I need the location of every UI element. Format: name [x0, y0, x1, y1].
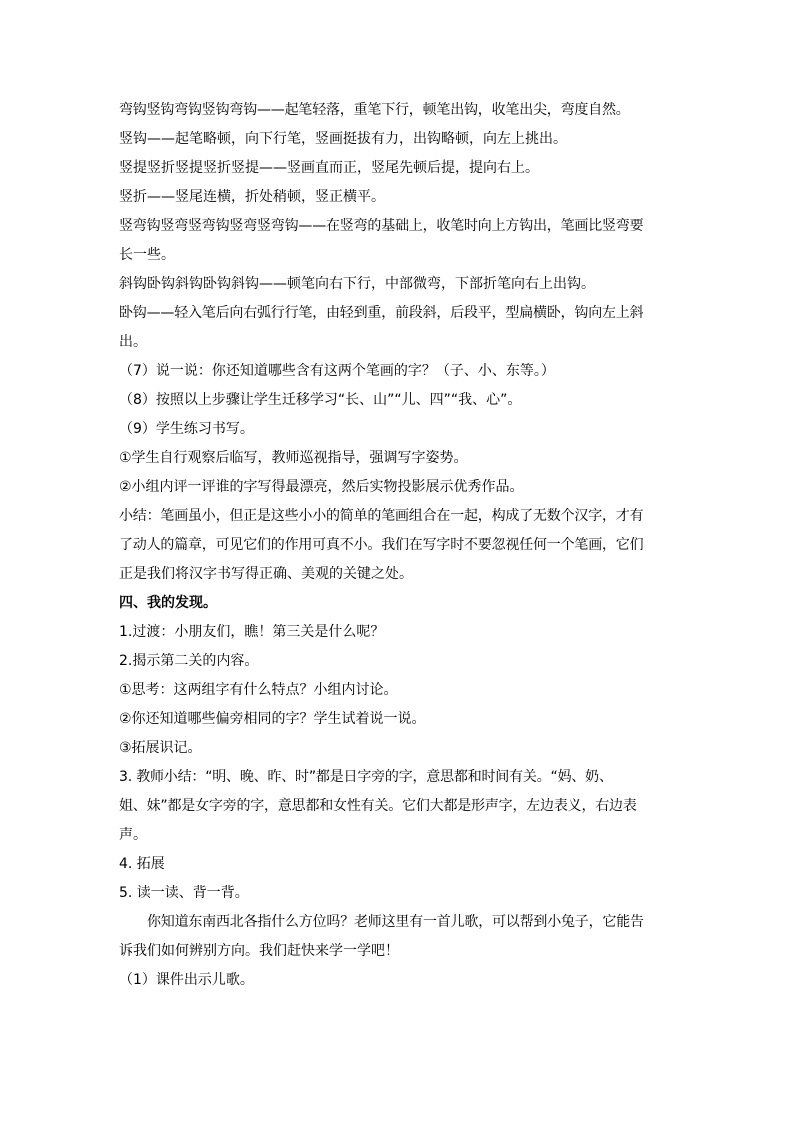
text-line: 了动人的篇章，可见它们的作用可真不小。我们在写字时不要忽视任何一个笔画，它们: [119, 537, 644, 553]
text-line: 4. 拓展: [119, 856, 165, 872]
text-line: 3. 教师小结：“明、晚、昨、时”都是日字旁的字，意思都和时间有关。“妈、奶、: [119, 769, 613, 785]
text-line: 1.过渡：小朋友们，瞧！第三关是什么呢？: [119, 624, 385, 640]
text-line: 小结：笔画虽小，但正是这些小小的简单的笔画组合在一起，构成了无数个汉字，才有: [119, 508, 644, 524]
text-line: ②你还知道哪些偏旁相同的字？学生试着说一说。: [119, 711, 426, 727]
text-line: 2.揭示第二关的内容。: [119, 653, 259, 669]
text-line: 斜钩卧钩斜钩卧钩斜钩——顿笔向右下行，中部微弯，下部折笔向右上出钩。: [119, 276, 595, 292]
text-line: ①学生自行观察后临写，教师巡视指导，强调写字姿势。: [119, 450, 468, 466]
text-line: 5. 读一读、背一背。: [119, 885, 249, 901]
text-line: 诉我们如何辨别方向。我们赶快来学一学吧！: [119, 943, 399, 959]
text-line: ①思考：这两组字有什么特点？小组内讨论。: [119, 682, 398, 698]
document-page: [119, 96, 679, 995]
text-line: 正是我们将汉字书写得正确、美观的关键之处。: [119, 566, 413, 582]
text-line: 声。: [119, 827, 147, 843]
text-line: ②小组内评一评谁的字写得最漂亮，然后实物投影展示优秀作品。: [119, 479, 524, 495]
text-line: 出。: [119, 334, 147, 350]
text-line: 竖折——竖尾连横，折处稍顿，竖正横平。: [119, 189, 385, 205]
text-line: ③拓展识记。: [119, 740, 202, 756]
text-line: 竖钩——起笔略顿，向下行笔，竖画挺拔有力，出钩略顿，向左上挑出。: [119, 131, 567, 147]
text-line: （1）课件出示儿歌。: [119, 972, 254, 988]
text-line: 长一些。: [119, 247, 175, 263]
text-line: 卧钩——轻入笔后向右弧行行笔，由轻到重，前段斜，后段平，型扁横卧，钩向左上斜: [119, 305, 644, 321]
section-heading: 四、我的发现。: [119, 595, 217, 611]
text-line: 竖弯钩竖弯竖弯钩竖弯竖弯钩——在竖弯的基础上，收笔时向上方钩出，笔画比竖弯要: [119, 218, 644, 234]
text-line: （8）按照以上步骤让学生迁移学习“长、山”“儿、四”“我、心”。: [119, 392, 522, 408]
text-line: 你知道东南西北各指什么方位吗？老师这里有一首儿歌，可以帮到小兔子，它能告: [147, 914, 644, 930]
text-line: （9）学生练习书写。: [119, 421, 254, 437]
text-line: 姐、妹”都是女字旁的字，意思都和女性有关。它们大都是形声字，左边表义，右边表: [119, 798, 637, 814]
text-line: 竖提竖折竖提竖折竖提——竖画直而正，竖尾先顿后提，提向右上。: [119, 160, 539, 176]
text-line: （7）说一说：你还知道哪些含有这两个笔画的字？（子、小、东等。）: [119, 363, 555, 379]
text-line: 弯钩竖钩弯钩竖钩弯钩——起笔轻落，重笔下行，顿笔出钩，收笔出尖，弯度自然。: [119, 102, 630, 118]
